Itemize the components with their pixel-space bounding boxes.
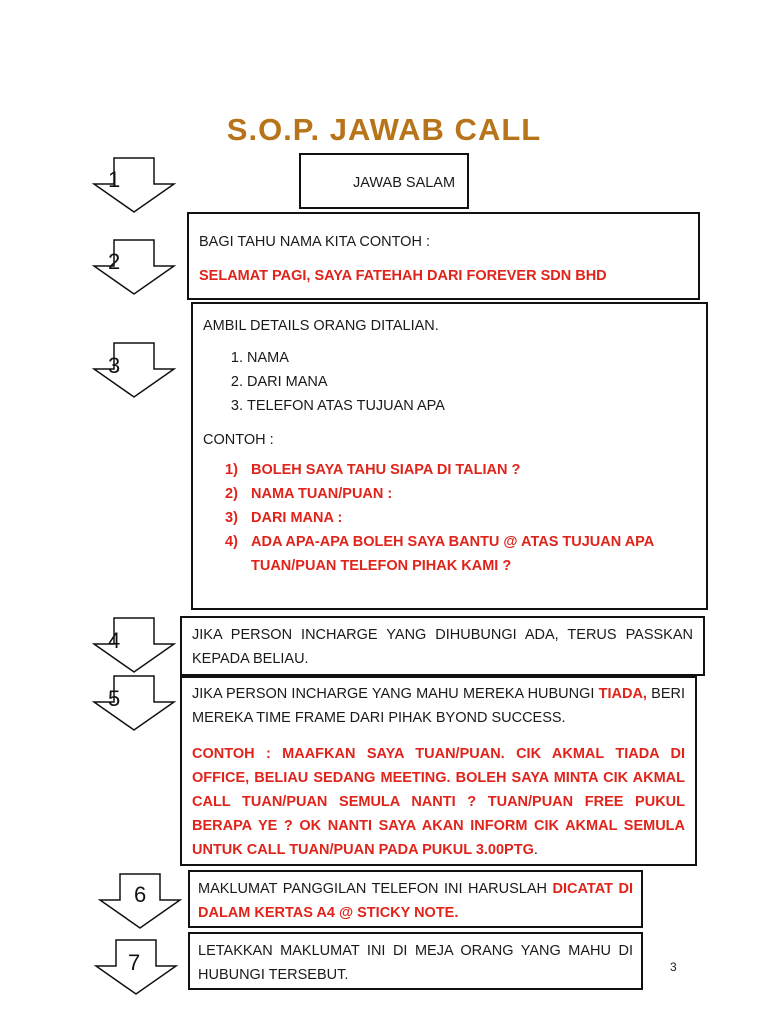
list-item: 2. DARI MANA [247, 370, 696, 394]
step-1-box [299, 153, 469, 209]
step-5-example-end: . [533, 842, 538, 858]
step-5-box [180, 676, 697, 866]
step-5-example-text: CONTOH : MAAFKAN SAYA TUAN/PUAN. CIK AKMAL TIADA DI OFFICE, BELIAU SEDANG MEETING. BOLEH SAYA MINTA CIK AKMAL CALL TUAN/PUAN SEMULA NANTI ? TUAN/PUAN FREE PUKUL BERAPA YE ? OK NANTI SAYA AKAN INFORM CIK AKMAL SEMULA UNTUK CALL TUAN/PUAN PADA PUKUL 3.00PTG [192, 746, 685, 858]
step-2-text: BAGI TAHU NAMA KITA CONTOH : [199, 234, 430, 250]
step-6-text [198, 877, 633, 925]
down-arrow-icon [92, 674, 176, 732]
page-number: 3 [670, 960, 677, 974]
step-5-example [192, 742, 685, 862]
down-arrow-icon [92, 156, 176, 214]
step-number: 4 [108, 628, 121, 653]
step-2-box [187, 212, 700, 300]
down-arrow-icon [92, 616, 176, 674]
list-item: ADA APA-APA BOLEH SAYA BANTU @ ATAS TUJUAN APA TUAN/PUAN TELEFON PIHAK KAMI ? [251, 534, 654, 574]
step-3-contoh-label: CONTOH : [203, 432, 274, 448]
step-number: 2 [108, 249, 121, 274]
page-title: S.O.P. JAWAB CALL [226, 112, 542, 147]
step-6-text-red: DICATAT DI DALAM KERTAS A4 @ STICKY NOTE. [198, 881, 633, 921]
step-5-text [192, 682, 685, 730]
list-item: NAMA TUAN/PUAN : [251, 486, 393, 502]
step-3-list [203, 346, 696, 418]
down-arrow-icon [92, 238, 176, 296]
step-number: 7 [128, 950, 141, 975]
step-2-example: SELAMAT PAGI, SAYA FATEHAH DARI FOREVER SDN BHD [199, 268, 607, 284]
step-4-text: JIKA PERSON INCHARGE YANG DIHUBUNGI ADA, TERUS PASSKAN KEPADA BELIAU. [192, 627, 693, 667]
step-number: 6 [134, 882, 147, 907]
step-4-box [180, 616, 705, 676]
step-6-box [188, 870, 643, 928]
step-5-text-red: TIADA, [598, 686, 647, 702]
step-number: 1 [108, 167, 121, 192]
step-number: 5 [108, 686, 121, 711]
step-number: 3 [108, 353, 121, 378]
list-item: DARI MANA : [251, 510, 343, 526]
step-7-box [188, 932, 643, 990]
step-1-text: JAWAB SALAM [353, 175, 456, 191]
list-item: BOLEH SAYA TAHU SIAPA DI TALIAN ? [251, 462, 521, 478]
down-arrow-icon [92, 341, 176, 399]
list-item: 1. NAMA [247, 346, 696, 370]
step-5-text-a: JIKA PERSON INCHARGE YANG MAHU MEREKA HUBUNGI [192, 686, 599, 702]
step-6-text-a: MAKLUMAT PANGGILAN TELEFON INI HARUSLAH [198, 881, 553, 897]
step-3-box [191, 302, 708, 610]
step-3-examples [203, 458, 696, 578]
step-3-intro: AMBIL DETAILS ORANG DITALIAN. [203, 318, 439, 334]
list-item: 3. TELEFON ATAS TUJUAN APA [247, 394, 696, 418]
step-7-text: LETAKKAN MAKLUMAT INI DI MEJA ORANG YANG MAHU DI HUBUNGI TERSEBUT. [198, 943, 633, 983]
step-5-text-b: BERI MEREKA TIME FRAME DARI PIHAK BYOND SUCCESS. [192, 686, 685, 726]
